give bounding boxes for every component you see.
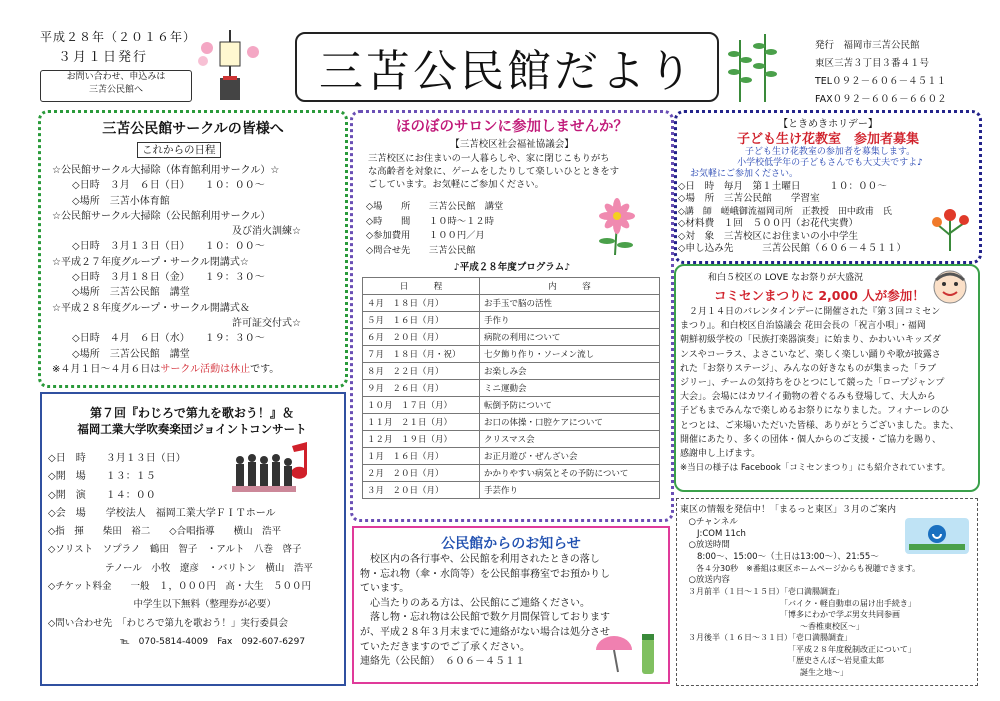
- kids-intro-line: 小学校低学年の子どもさんでも大丈夫ですよ♪: [737, 158, 923, 168]
- cell-date: ３月 ２０日（月）: [363, 482, 480, 499]
- flower-icon: [585, 195, 655, 257]
- festival-line: ジリー」、チームの気持ちをひとつにして競った「ロープジャンプ: [680, 378, 945, 389]
- contact-line: 三苫公民館へ: [88, 85, 143, 95]
- tv-line: 誕生之地～」: [680, 667, 848, 677]
- kids-tag: 【ときめきホリデー】: [778, 119, 878, 130]
- concert-line: 中学生以下無料（整理券が必要）: [48, 599, 277, 611]
- notice-contact: 連絡先（公民館） ６０６－４５１１: [360, 656, 525, 668]
- schedule-line: ◇場所 三苫公民館 講堂: [52, 348, 190, 360]
- tv-line: ３月後半（１６日～３１日）「壱口満腸調査」: [680, 633, 852, 642]
- concert-subtitle: 福岡工業大学吹奏楽団ジョイントコンサート: [77, 422, 307, 436]
- festival-line: 開催にあたり、多くの団体・個人からのご支援・ご協力を賜り、: [680, 434, 942, 445]
- salon-detail-line: ◇場 所 三苫公民館 講堂: [366, 201, 504, 212]
- salon-detail-line: ◇参加費用 １００円／月: [366, 230, 485, 241]
- schedule-line: ◇日時 ３月 ６日（日） １０：００～: [52, 180, 265, 192]
- tv-title: 東区の情報を発信中！「まるっと東区」３月のご案内: [680, 505, 897, 515]
- cell-content: 手作り: [480, 312, 660, 329]
- publisher-line: 東区三苫３丁目３番４１号: [815, 58, 930, 69]
- kids-details: [678, 181, 906, 255]
- table-row: [363, 448, 660, 465]
- cell-content: ミニ運動会: [480, 380, 660, 397]
- publisher-line: 発行 福岡市三苫公民館: [815, 40, 920, 51]
- table-row: [363, 363, 660, 380]
- notice-line: が、平成２８年３月末までに連絡がない場合は処分させ: [360, 626, 610, 638]
- concert-line: テノール 小牧 遼彦 ・バリトン 横山 浩平: [48, 562, 313, 574]
- salon-body: [368, 152, 619, 191]
- contact-line: お問い合わせ、申込みは: [66, 72, 166, 82]
- salon-body-line: 三苫校区にお住まいの一人暮らしや、家に閉じこもりがち: [368, 153, 610, 164]
- schedule-line: ◇日時 ４月 ６日（水） １９：３０～: [52, 333, 265, 345]
- table-row: [363, 295, 660, 312]
- salon-body-line: な高齢者を対象に、ゲームをしたりして楽しいひとときをす: [368, 166, 620, 177]
- tv-line: 「歴史さんぽ～岩見重太郎: [680, 656, 884, 665]
- kids-intro-line: 子ども生け花教室の参加者を募集します。: [744, 147, 916, 157]
- concert-title: 第７回『わじろで第九を歌おう！』＆: [90, 406, 294, 420]
- notice-line: 校区内の各行事や、公民館を利用されたときの落し: [360, 554, 600, 565]
- circle-subtitle: これからの日程: [137, 142, 221, 158]
- concert-line: ◇開 場 １３：１５: [48, 471, 156, 483]
- note-text: ※４月１日～４月６日は: [52, 363, 161, 375]
- page-title-box: [295, 32, 719, 102]
- schedule-line: ☆平成２７年度グループ・サークル閉講式☆: [52, 256, 249, 268]
- festival-kicker: 和白５校区の LOVE なお祭りが大盛況: [708, 273, 864, 283]
- table-row: [363, 482, 660, 499]
- cell-content: お楽しみ会: [480, 363, 660, 380]
- cell-date: １０月 １７日（月）: [363, 397, 480, 414]
- avatar-icon: [930, 268, 970, 306]
- kids-line: ◇対 象 三苫校区にお住まいの小中学生: [678, 230, 859, 242]
- festival-line: 朝鮮初級学校の「民族打楽器演奏」に始まり、かわいいキッズダ: [680, 335, 941, 346]
- cell-date: １月 １６日（月）: [363, 448, 480, 465]
- salon-detail-line: ◇時 間 １０時～１２時: [366, 215, 495, 227]
- notice-line: ています。: [360, 583, 410, 595]
- program-table: [362, 277, 660, 499]
- kids-line: ◇講 師 嵯峨御流福岡司所 正教授 田中政甫 氏: [678, 206, 892, 217]
- kids-line: ◇申し込み先 三苫公民館（６０６－４５１１）: [678, 243, 907, 255]
- schedule-line: ◇場所 三苫公民館 講堂: [52, 287, 190, 299]
- salon-body-line: ごしています。お気軽にご参加ください。: [368, 179, 544, 190]
- cell-content: お正月遊び・ぜんざい会: [480, 448, 660, 465]
- schedule-line: 及び消火訓練☆: [52, 226, 301, 238]
- kids-line: ◇日 時 毎月 第１土曜日 １０：００～: [678, 181, 887, 192]
- tv-line: ３月前半（１日～１５日）「壱口満腸調査」: [680, 587, 844, 596]
- cell-content: かかりやすい病気とその予防について: [480, 465, 660, 482]
- table-row: [363, 380, 660, 397]
- cell-content: 病院の利用について: [480, 329, 660, 346]
- table-row: [363, 329, 660, 346]
- cell-date: ６月 ２０日（月）: [363, 329, 480, 346]
- kids-line: ◇場 所 三苫公民館 学習室: [678, 193, 820, 205]
- cell-content: お口の体操・口腔ケアについて: [480, 414, 660, 431]
- cell-date: ５月 １６日（月）: [363, 312, 480, 329]
- schedule-line: ☆公民館サークル大掃除（体育館利用サークル）☆: [52, 165, 280, 176]
- festival-title: コミセンまつりに 2,000 人が参加！: [714, 288, 925, 303]
- salon-org: 【三苫校区社会福祉協議会】: [450, 139, 574, 150]
- notice-body: [360, 553, 610, 670]
- cell-content: お手玉で脳の活性: [480, 295, 660, 312]
- issue-date: ３月１日発行: [58, 50, 149, 65]
- kids-intro: [680, 147, 980, 180]
- concert-line: ◇開 演 １４：００: [48, 489, 156, 501]
- contact-box: [40, 70, 192, 102]
- flower-icon: [928, 205, 972, 253]
- cell-content: 七夕飾り作り・ソーメン流し: [480, 346, 660, 363]
- table-row: [363, 431, 660, 448]
- festival-note: ※当日の様子は Facebook「コミセンまつり」にも紹介されています。: [680, 463, 951, 474]
- cell-content: 転倒予防について: [480, 397, 660, 414]
- plant-icon: [720, 30, 790, 105]
- issue-era-date: 平成２８年（２０１６年）: [40, 30, 197, 44]
- column-header: 内 容: [480, 278, 660, 295]
- cell-date: １２月 １９日（月）: [363, 431, 480, 448]
- cell-date: ７月 １８日（月・祝）: [363, 346, 480, 363]
- festival-body: [680, 305, 959, 475]
- tv-line: 「博多にわかで学ぶ男女共同参画: [680, 610, 900, 619]
- cell-date: ９月 ２６日（月）: [363, 380, 480, 397]
- schedule-line: ◇日時 ３月１８日（金） １９：３０～: [52, 272, 265, 284]
- lantern-icon: [195, 28, 265, 108]
- concert-line: ◇問い合わせ先 「わじろで第九を歌おう！」実行委員会: [48, 617, 288, 629]
- tv-line: 「バイク・軽自動車の届け出手続き」: [680, 598, 916, 608]
- table-header-row: [363, 278, 660, 295]
- schedule-line: ☆公民館サークル大掃除（公民館利用サークル）: [52, 210, 271, 222]
- salon-details: [366, 200, 503, 258]
- column-header: 日 程: [363, 278, 480, 295]
- table-row: [363, 312, 660, 329]
- page-title: 三苫公民館だより: [319, 46, 695, 97]
- tv-body: [680, 517, 920, 678]
- tv-line: 各４分30秒 ※番組は東区ホームページからも視聴できます。: [680, 564, 921, 573]
- notice-line: ていただきますのでご了承ください。: [360, 641, 530, 653]
- cell-content: クリスマス会: [480, 431, 660, 448]
- tv-line: ～香椎東校区～」: [680, 621, 864, 631]
- program-title: ♪平成２８年度プログラム♪: [453, 262, 571, 273]
- tv-line: ○放送内容: [680, 574, 730, 585]
- concert-line: ◇会 場 学校法人 福岡工業大学ＦＩＴホール: [48, 507, 276, 519]
- kids-line: ◇材料費 １回 ５００円（お花代実費）: [678, 218, 859, 230]
- festival-line: 大会」。会場にはカワイイ動物の着ぐるみも登場して、大人から: [680, 392, 936, 403]
- concert-line: ◇ソリスト ソプラノ 鶴田 智子 ・アルト 八巻 啓子: [48, 544, 302, 556]
- schedule-line: ◇場所 三苫小体育館: [52, 195, 170, 207]
- festival-line: まつり』。和白校区自治協議会 花田会長の「祝言小唄」・福岡: [680, 321, 926, 332]
- concert-line: ℡ 070-5814-4009 Fax 092-607-6297: [48, 636, 306, 647]
- salon-title: ほのぼのサロンに参加しませんか？: [396, 119, 628, 135]
- tv-line: 8:00～、15:00～（土日は13:00～）、21:55～: [680, 551, 879, 562]
- festival-line: ２月１４日のバレンタインデーに開催された『第３回コミセン: [680, 307, 941, 317]
- table-row: [363, 414, 660, 431]
- notice-line: 物・忘れ物（傘・水筒等）を公民館事務室でお預かりし: [360, 568, 610, 580]
- note-text: です。: [250, 363, 280, 375]
- note-highlight: サークル活動は休止: [160, 363, 251, 375]
- festival-line: れた「お祭りステージ」、みんなの好きなものが集まった「ラブ: [680, 363, 937, 374]
- schedule-line: ☆平成２８年度グループ・サークル開講式＆: [52, 302, 250, 314]
- circle-schedule: [52, 163, 342, 377]
- publisher-line: FAX０９２－６０６－６６０２: [815, 94, 947, 105]
- table-row: [363, 346, 660, 363]
- publisher-line: TEL０９２－６０６－４５１１: [815, 76, 947, 87]
- table-row: [363, 397, 660, 414]
- notice-title: 公民館からのお知らせ: [441, 536, 581, 552]
- circle-title: 三苫公民館サークルの皆様へ: [102, 121, 284, 137]
- cell-date: １１月 ２１日（月）: [363, 414, 480, 431]
- schedule-line: ◇日時 ３月１３日（日） １０：００～: [52, 241, 265, 253]
- notice-line: 心当たりのある方は、公民館にご連絡ください。: [360, 597, 590, 609]
- umbrella-icon: [592, 630, 662, 678]
- cell-content: 手芸作り: [480, 482, 660, 499]
- concert-details: [48, 450, 338, 651]
- tv-line: ○チャンネル: [680, 517, 738, 527]
- tv-line: J:COM 11ch: [680, 528, 746, 539]
- cell-date: ４月 １８日（月）: [363, 295, 480, 312]
- kids-intro-line: お気軽にご参加ください。: [690, 169, 799, 179]
- festival-line: ンスやコーラス、よさこいなど、楽しく楽しい踊りや歌が披露さ: [680, 349, 941, 360]
- tv-line: ○放送時間: [680, 540, 730, 550]
- cell-date: ２月 ２０日（月）: [363, 465, 480, 482]
- circle-note: [52, 362, 342, 377]
- festival-line: とつとは、ご来場いただいた皆様、ありがとうございました。また、: [680, 420, 959, 431]
- concert-line: ◇日 時 ３月１３日（日）: [48, 453, 186, 464]
- schedule-line: 許可証交付式☆: [52, 317, 301, 329]
- tv-line: 「平成２８年度税制改正について」: [680, 644, 916, 654]
- publisher-info: [815, 37, 947, 109]
- cell-date: ８月 ２２日（月）: [363, 363, 480, 380]
- kids-title: 子ども生け花教室 参加者募集: [736, 132, 919, 147]
- festival-line: 子どもまでみんなで楽しめるお祭りになりました。フィナーレのひ: [680, 406, 950, 417]
- salon-detail-line: ◇問合せ先 三苫公民館: [366, 244, 476, 256]
- concert-line: ◇指 揮 柴田 裕二 ◇合唱指導 横山 浩平: [48, 526, 282, 538]
- notice-line: 落し物・忘れ物は公民館で数ケ月間保管しております: [360, 612, 610, 624]
- festival-line: 感謝申し上げます。: [680, 449, 761, 460]
- table-row: [363, 465, 660, 482]
- concert-line: ◇チケット料金 一般 １，０００円 高・大生 ５００円: [48, 581, 311, 593]
